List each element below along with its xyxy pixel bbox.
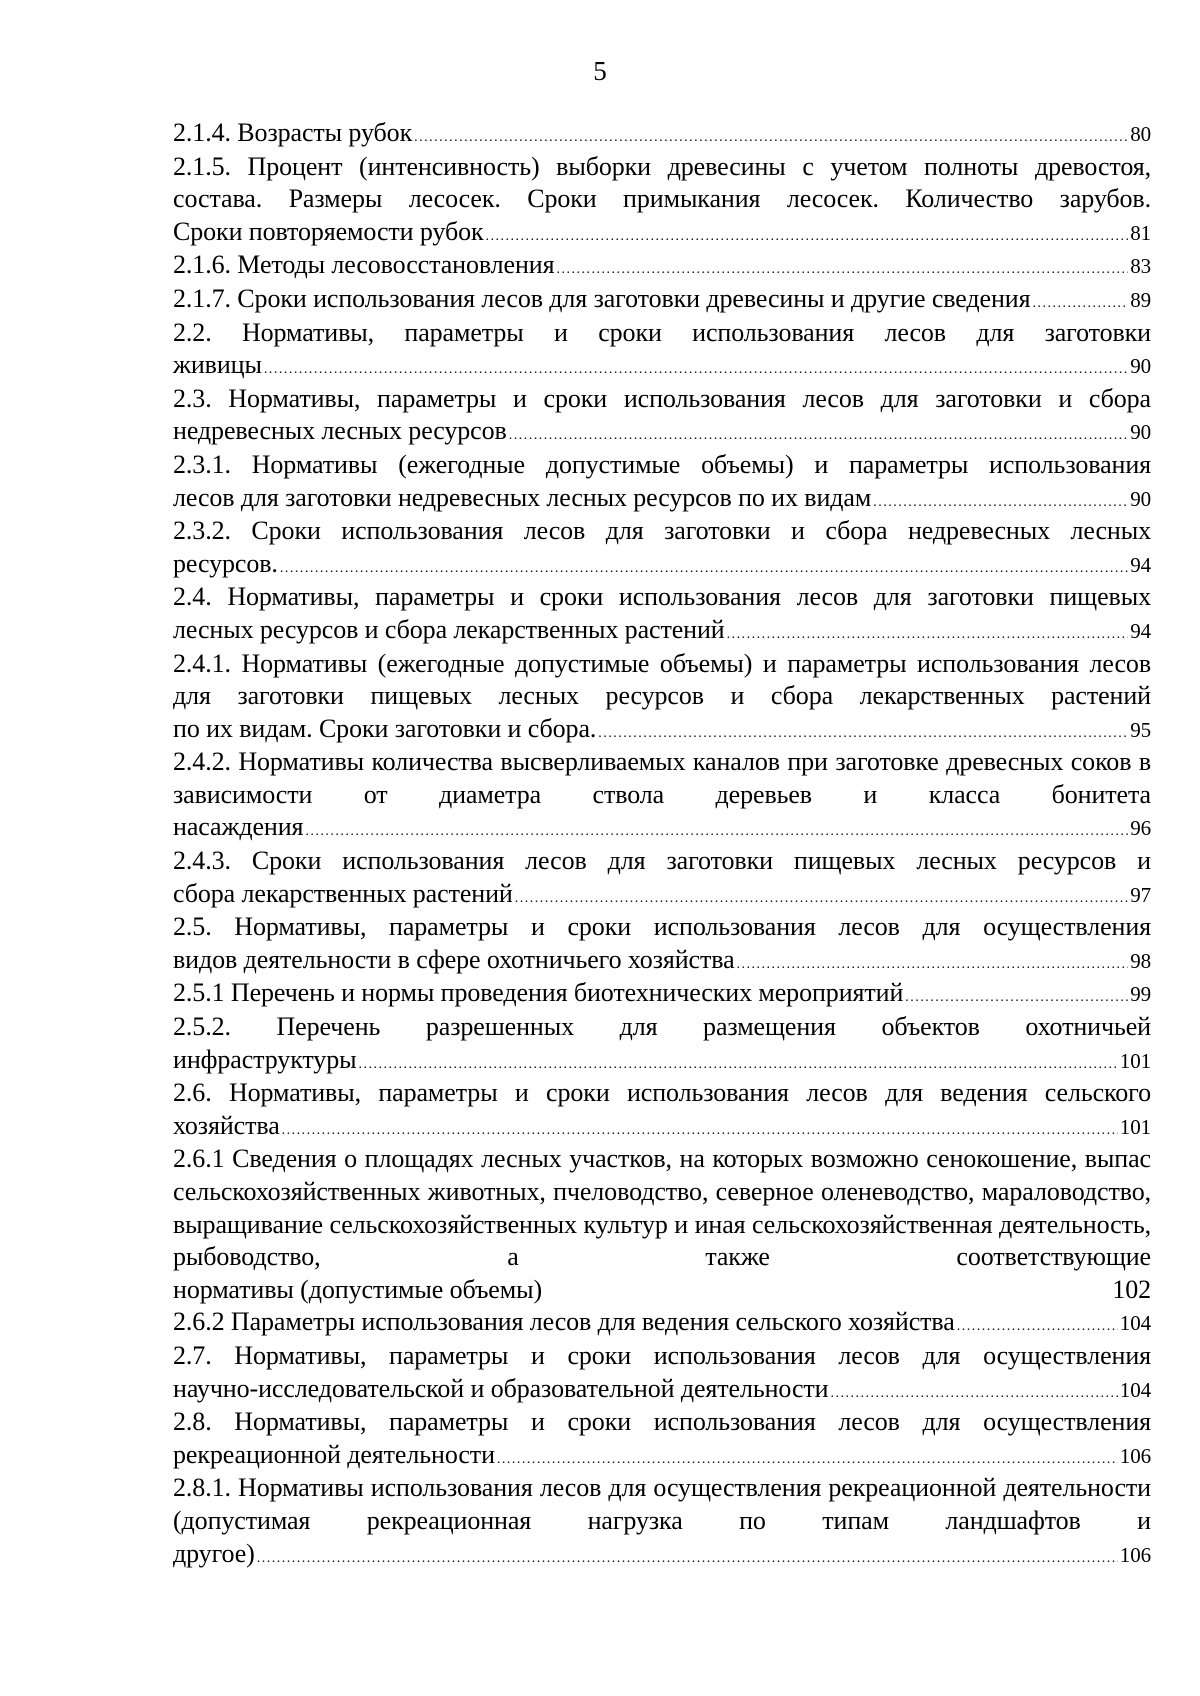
- toc-entry-text: 2.7. Нормативы, параметры и сроки использования лесов для осуществления: [173, 1340, 1151, 1370]
- toc-entry-title: живицы: [173, 350, 262, 380]
- toc-entry[interactable]: [173, 648, 1151, 747]
- toc-entry-title: лесов для заготовки недревесных лесных ресурсов по их видам: [173, 482, 872, 512]
- dot-leader: [282, 1121, 1118, 1141]
- dot-leader: [305, 822, 1128, 842]
- toc-entry-title: инфраструктуры: [173, 1044, 357, 1074]
- dot-leader: [957, 1317, 1118, 1337]
- toc-page-number: 96: [1130, 816, 1151, 841]
- table-of-contents: [173, 117, 1151, 1571]
- dot-leader: [727, 625, 1129, 645]
- toc-entry-text: 2.3. Нормативы, параметры и сроки использования лесов для заготовки и сбора: [173, 383, 1151, 413]
- toc-entry[interactable]: [173, 1472, 1151, 1571]
- page-number: 5: [593, 56, 607, 86]
- toc-entry[interactable]: [173, 911, 1151, 977]
- toc-entry-title: другое): [173, 1538, 255, 1568]
- toc-page-number: 106: [1119, 1443, 1151, 1468]
- toc-page-number: 90: [1130, 354, 1151, 379]
- toc-page-number: 104: [1119, 1311, 1151, 1336]
- toc-entry-title: 2.1.6. Методы лесовосстановления: [173, 250, 555, 280]
- toc-entry-text: 2.4.2. Нормативы количества высверливаемых каналов при заготовке древесных соков в зависимости от диаметра ствола деревьев и класса бонитета: [173, 747, 1151, 809]
- toc-entry[interactable]: [173, 151, 1151, 250]
- toc-entry-title: насаждения: [173, 812, 304, 842]
- toc-entry[interactable]: [173, 1143, 1151, 1306]
- toc-page-number: 99: [1130, 982, 1151, 1007]
- toc-entry-text: 2.8.1. Нормативы использования лесов для осуществления рекреационной деятельности (допустимая рекреационная нагрузка по типам ландшафтов и: [173, 1473, 1151, 1535]
- toc-page-number: 95: [1130, 717, 1151, 742]
- toc-entry[interactable]: [173, 845, 1151, 911]
- toc-entry[interactable]: [173, 581, 1151, 647]
- toc-entry[interactable]: [173, 746, 1151, 845]
- toc-page-number: 94: [1130, 552, 1151, 577]
- dot-leader: [515, 889, 1128, 909]
- toc-page-number: 90: [1130, 486, 1151, 511]
- toc-entry[interactable]: [173, 449, 1151, 515]
- toc-page-number: 106: [1119, 1542, 1151, 1567]
- toc-page-number: 94: [1130, 618, 1151, 643]
- toc-entry-title: рекреационной деятельности: [173, 1439, 495, 1469]
- toc-entry[interactable]: [173, 117, 1151, 151]
- dot-leader: [556, 260, 1128, 280]
- toc-page-number: 97: [1130, 882, 1151, 907]
- dot-leader: [1032, 294, 1128, 314]
- dot-leader: [497, 1450, 1118, 1470]
- toc-entry-text: 2.5.2. Перечень разрешенных для размещения объектов охотничьей: [173, 1012, 1151, 1042]
- toc-entry-text: 2.6. Нормативы, параметры и сроки использования лесов для ведения сельского: [173, 1078, 1151, 1108]
- toc-page-number: 90: [1130, 420, 1151, 445]
- toc-page-number: 101: [1119, 1114, 1151, 1139]
- toc-entry-title: по их видам. Сроки заготовки и сбора.: [173, 713, 597, 743]
- toc-entry-title: 2.6.2 Параметры использования лесов для ведения сельского хозяйства: [173, 1307, 955, 1337]
- toc-page-number: 81: [1130, 220, 1151, 245]
- toc-entry-title: недревесных лесных ресурсов: [173, 416, 507, 446]
- dot-leader: [905, 988, 1128, 1008]
- toc-entry[interactable]: [173, 1306, 1151, 1340]
- toc-entry-text: 2.8. Нормативы, параметры и сроки использования лесов для осуществления: [173, 1407, 1151, 1437]
- toc-entry-title: лесных ресурсов и сбора лекарственных растений: [173, 614, 725, 644]
- toc-entry-text: 2.4.3. Сроки использования лесов для заготовки пищевых лесных ресурсов и: [173, 846, 1151, 876]
- dot-leader: [873, 493, 1128, 513]
- toc-entry-text: 2.3.2. Сроки использования лесов для заготовки и сбора недревесных лесных: [173, 516, 1151, 546]
- toc-entry[interactable]: [173, 515, 1151, 581]
- toc-page-number: 102: [1112, 1274, 1151, 1304]
- dot-leader: [598, 724, 1128, 744]
- toc-page-number: 101: [1119, 1048, 1151, 1073]
- dot-leader: [264, 360, 1128, 380]
- toc-entry-text: 2.1.5. Процент (интенсивность) выборки древесины с учетом полноты древостоя, состава. Размеры лесосек. Сроки примыкания лесосек. Количество зарубов.: [173, 151, 1151, 214]
- toc-entry-text: 2.5. Нормативы, параметры и сроки использования лесов для осуществления: [173, 912, 1151, 942]
- toc-entry[interactable]: [173, 283, 1151, 317]
- toc-entry[interactable]: [173, 383, 1151, 449]
- toc-page-number: 104: [1119, 1377, 1151, 1402]
- toc-entry-text: 2.2. Нормативы, параметры и сроки использования лесов для заготовки: [173, 317, 1151, 347]
- dot-leader: [486, 227, 1129, 247]
- toc-entry-title: 2.5.1 Перечень и нормы проведения биотехнических мероприятий: [173, 978, 904, 1008]
- toc-entry[interactable]: [173, 1340, 1151, 1406]
- toc-entry[interactable]: [173, 977, 1151, 1011]
- toc-page-number: 80: [1130, 122, 1151, 146]
- dot-leader: [509, 426, 1128, 446]
- dot-leader: [257, 1549, 1118, 1569]
- toc-entry-title: ресурсов.: [173, 548, 278, 578]
- toc-entry-title: видов деятельности в сфере охотничьего хозяйства: [173, 944, 735, 974]
- dot-leader: [280, 559, 1128, 579]
- toc-entry-title: 2.1.7. Сроки использования лесов для заготовки древесины и другие сведения: [173, 283, 1031, 313]
- toc-entry-title: нормативы (допустимые объемы): [173, 1274, 543, 1304]
- toc-entry[interactable]: [173, 1077, 1151, 1143]
- toc-page-number: 89: [1130, 287, 1151, 312]
- toc-entry-title: хозяйства: [173, 1110, 280, 1140]
- dot-leader: [414, 128, 1128, 148]
- toc-entry[interactable]: [173, 317, 1151, 383]
- dot-leader: [358, 1055, 1117, 1075]
- toc-entry-title: Сроки повторяемости рубок: [173, 216, 484, 246]
- toc-entry[interactable]: [173, 1011, 1151, 1077]
- toc-entry-text: 2.6.1 Сведения о площадях лесных участков, на которых возможно сенокошение, выпас сельскохозяйственных животных, пчеловодство, северное оленеводство, мараловодство, выращивание сельскохозяйственных культур и иная сельскохозяйственная деятельность, рыбоводство, а также соответствующие: [173, 1144, 1151, 1272]
- toc-entry[interactable]: [173, 249, 1151, 283]
- dot-leader: [830, 1384, 1117, 1404]
- toc-entry-title: научно-исследовательской и образовательной деятельности: [173, 1373, 829, 1403]
- toc-entry-text: 2.3.1. Нормативы (ежегодные допустимые объемы) и параметры использования: [173, 449, 1151, 479]
- toc-entry-title: 2.1.4. Возрасты рубок: [173, 118, 413, 147]
- toc-entry-text: 2.4. Нормативы, параметры и сроки использования лесов для заготовки пищевых: [173, 582, 1151, 612]
- toc-page-number: 98: [1130, 948, 1151, 973]
- toc-entry[interactable]: [173, 1406, 1151, 1472]
- toc-page-number: 83: [1130, 254, 1151, 279]
- dot-leader: [737, 955, 1129, 975]
- toc-entry-title: сбора лекарственных растений: [173, 878, 513, 908]
- toc-entry-text: 2.4.1. Нормативы (ежегодные допустимые объемы) и параметры использования лесов для заготовки пищевых лесных ресурсов и сбора лекарственных растений: [173, 648, 1151, 711]
